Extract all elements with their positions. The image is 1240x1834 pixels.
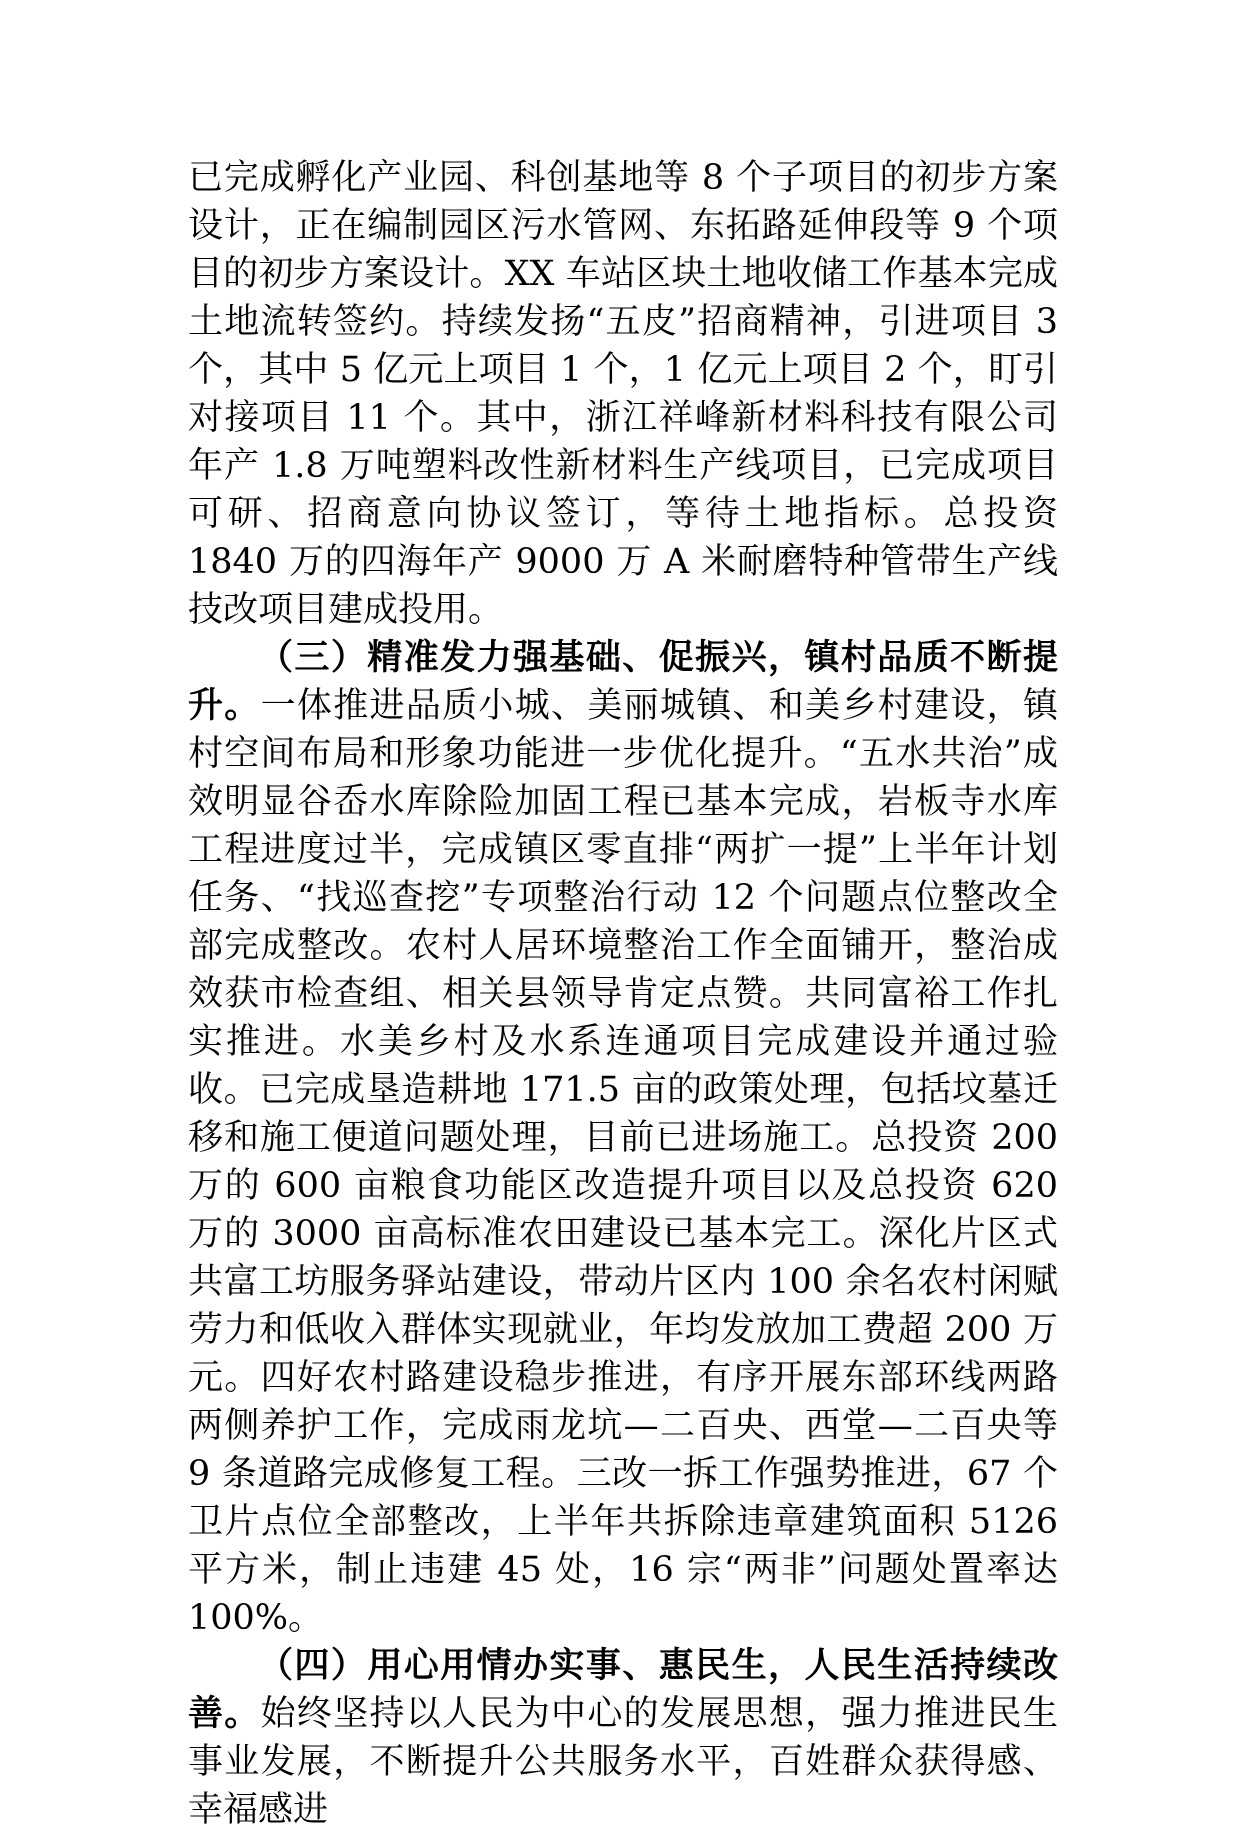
paragraph-section-four xyxy=(188,1642,1058,1834)
paragraph-text: 已完成孵化产业园、科创基地等 8 个子项目的初步方案设计，正在编制园区污水管网、东拓路延伸段等 9 个项目的初步方案设计。XX 车站区块土地收储工作基本完成土地流转签约。持续发扬“五皮”招商精神，引进项目 3 个，其中 5 亿元上项目 1 个，1 亿元上项目 2 个，盯引对接项目 11 个。其中，浙江祥峰新材料科技有限公司年产 1.8 万吨塑料改性新材料生产线项目，已完成项目可研、招商意向协议签订，等待土地指标。总投资 1840 万的四海年产 9000 万 A 米耐磨特种管带生产线技改项目建成投用。 xyxy=(188,158,1058,630)
paragraph-text: 一体推进品质小城、美丽城镇、和美乡村建设，镇村空间布局和形象功能进一步优化提升。“五水共治”成效明显谷岙水库除险加固工程已基本完成，岩板寺水库工程进度过半，完成镇区零直排“两扩一提”上半年计划任务、“找巡查挖”专项整治行动 12 个问题点位整改全部完成整改。农村人居环境整治工作全面铺开，整治成效获市检查组、相关县领导肯定点赞。共同富裕工作扎实推进。水美乡村及水系连通项目完成建设并通过验收。已完成垦造耕地 171.5 亩的政策处理，包括坟墓迁移和施工便道问题处理，目前已进场施工。总投资 200 万的 600 亩粮食功能区改造提升项目以及总投资 620 万的 3000 亩高标准农田建设已基本完工。深化片区式共富工坊服务驿站建设，带动片区内 100 余名农村闲赋劳力和低收入群体实现就业，年均发放加工费超 200 万元。四好农村路建设稳步推进，有序开展东部环线两路两侧养护工作，完成雨龙坑—二百央、西堂—二百央等 9 条道路完成修复工程。三改一拆工作强势推进，67 个卫片点位全部整改，上半年共拆除违章建筑面积 5126 平方米，制止违建 45 处，16 宗“两非”问题处置率达 100%。 xyxy=(188,686,1058,1638)
document-body xyxy=(188,154,1058,1834)
section-heading-three: （三）精准发力强基础、促振兴，镇村品质不断提升。 xyxy=(188,637,1058,726)
paragraph-project-progress xyxy=(188,154,1058,634)
paragraph-section-three xyxy=(188,634,1058,1642)
section-heading-four: （四）用心用情办实事、惠民生，人民生活持续改善。 xyxy=(188,1645,1058,1734)
paragraph-text: 始终坚持以人民为中心的发展思想，强力推进民生事业发展，不断提升公共服务水平，百姓群众获得感、幸福感进 xyxy=(188,1694,1058,1830)
